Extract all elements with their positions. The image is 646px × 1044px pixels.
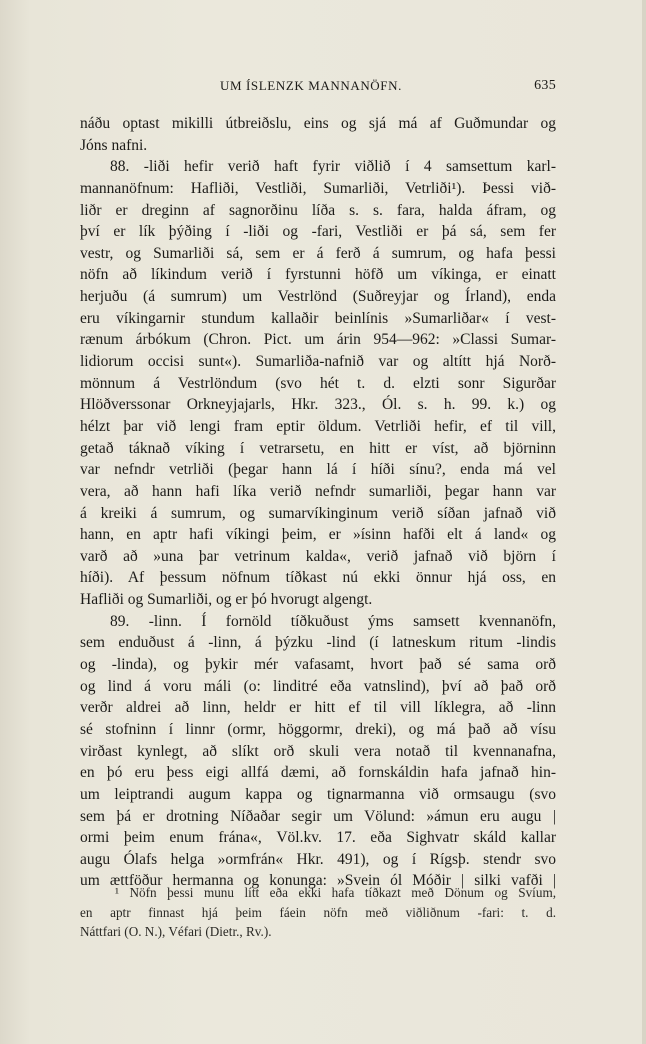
text-line: náðu optast mikilli útbreiðslu, eins og sjá má af Guðmundar og [80,115,556,132]
footnotes [80,883,556,942]
text-line: var nefndr vetrliði (þegar hann lá í híði sínu?, enda má vel [80,461,556,479]
text-line: og -linda), og þykir mér vafasamt, hvort það sé sama orð [80,656,556,674]
body-text [80,113,556,892]
text-line: liðr er dreginn af sagnorðinu líða s. s. fara, halda áfram, og [80,201,556,219]
text-line: eru víkingarnir stundum kallaðir beinlínis »Sumarliðar« í vest- [80,309,556,327]
footnote-line: Náttfari (O. N.), Véfari (Dietr., Rv.). [80,924,272,939]
text-line: mannanöfnum: Hafliði, Vestliði, Sumarliði, Vetrliði¹). Þessi við- [80,179,556,197]
text-line: Hafliði og Sumarliði, og er þó hvorugt algengt. [80,591,373,609]
running-head [80,78,556,96]
text-line: á kreiki á sumrum, og sumarvíkinginum verið síðan jafnað við [80,504,556,522]
text-line: hann, en aptr hafi víkingi þeim, er »ísinn hafði elt á land« og [80,526,556,544]
footnote-line: ¹ Nöfn þessi munu lítt eða ekki hafa tíðkazt með Dönum og Svíum, [115,885,556,900]
page-number: 635 [534,78,556,93]
text-line: um leiptrandi augum kappa og tignarmanna við ormsaugu (svo [80,785,556,803]
text-line: lidiorum occisi sunt«). Sumarliða-nafnið var og altítt hjá Norð- [80,353,556,371]
text-line: getað táknað víking í vetrarsetu, en hitt er víst, að björninn [80,439,556,457]
text-line: vestr, og Sumarliði sá, sem er á ferð á sumrum, og hafa þessi [80,244,556,262]
text-line: verðr aldrei að linn, heldr er hitt ef til vill líklegra, að -linn [80,699,556,717]
text-line: og lind á voru máli (o: linditré eða vatnslind), því að það orð [80,677,556,695]
text-line: en þó eru þess eigi allfá dæmi, að fornskáldin hafa jafnað hin- [80,764,556,782]
text-line: ormi þeim enum fránа«, Völ.kv. 17. eða Sighvatr skáld kallar [80,829,556,847]
text-line: 88. -liði hefir verið haft fyrir viðlið í 4 samsettum karl- [110,158,556,176]
footnote-separator [80,864,556,865]
text-line: varð að »una þar vetrinum kalda«, verið jafnað við björn í [80,547,556,565]
text-line: nöfn að líkindum verið í fyrstunni höfð um víkinga, er einatt [80,266,556,284]
text-line: sé stofninn í linnr (ormr, höggormr, dreki), og má það að vísu [80,720,556,738]
text-line: hélzt þar við lengi fram eptir öldum. Vetrliði hefir, ef til vill, [80,417,556,435]
text-line: 89. -linn. Í fornöld tíðkuðust ýms samsett kvennanöfn, [110,612,556,630]
text-line: virðast kynlegt, að slíkt orð skuli vera notað til kvennanafna, [80,742,556,760]
text-line: sem þá er drotning Níðaðar segir um Völund: »ámun eru augu | [80,807,556,825]
text-line: herjuðu (á sumrum) um Vestrlönd (Suðreyjar og Írland), enda [80,288,556,306]
text-line: Hlöðverssonar Orkneyjajarls, Hkr. 323., Ól. s. h. 99. k.) og [80,396,556,414]
text-line: um ættföður hermanna og konunga: »Svein ól Móðir | silki vafði | [80,872,556,890]
text-line: vera, að hann hafi líka verið nefndr sumarliði, þegar hann var [80,482,556,500]
running-head-title: UM ÍSLENZK MANNANÖFN. [220,78,402,93]
text-line: rænum árbókum (Chron. Pict. um árin 954—962: »Classi Sumar- [80,331,556,349]
page-edge [642,0,646,1044]
text-line: því er lík þýðing í -liði og -fari, Vestliði er þá sá, sem fer [80,223,556,241]
text-line: augu Ólafs helga »ormfrán« Hkr. 491), og í Rígsþ. stendr svo [80,850,556,868]
text-line: mönnum á Vestrlöndum (svo hét t. d. elzti sonr Sigurðar [80,374,556,392]
text-line: Jóns nafni. [80,136,148,154]
text-line: sem enduðust á -linn, á þýzku -lind (í latneskum ritum -lindis [80,634,556,652]
text-line: híði). Af þessum nöfnum tíðkast nú ekki önnur hjá oss, en [80,569,556,587]
footnote-line: en aptr finnast hjá þeim fáein nöfn með viðliðnum -fari: t. d. [80,904,556,920]
